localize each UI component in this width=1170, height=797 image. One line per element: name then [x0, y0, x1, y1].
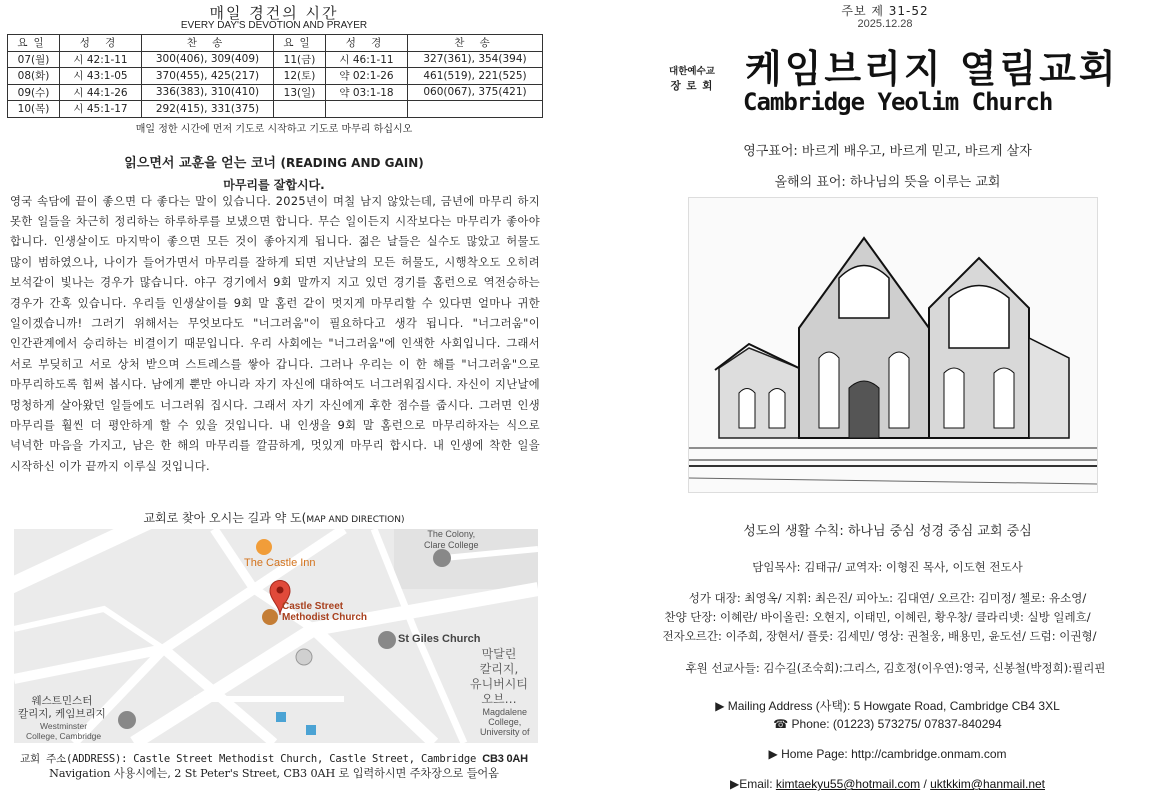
- schedule-cell-day: [274, 101, 326, 118]
- email-separator: /: [920, 777, 931, 791]
- header-hymn: 찬 송: [408, 35, 543, 52]
- schedule-cell-bible: 시 42:1-11: [60, 51, 142, 68]
- email-prefix: ▶Email:: [729, 777, 776, 791]
- map-label-magdalene-ko: 막달린 칼리지, 유니버시티 오브…: [470, 646, 528, 706]
- header-bible: 성 경: [60, 35, 142, 52]
- devotion-schedule-table: [7, 34, 543, 118]
- phone-line: ☎ Phone: (01223) 573275/ 07837-840294: [773, 717, 1002, 731]
- homepage-line[interactable]: ▶ Home Page: http://cambridge.onmam.com: [768, 747, 1007, 761]
- denomination-seal: [662, 64, 722, 94]
- schedule-cell-day: 12(토): [274, 68, 326, 85]
- schedule-cell-bible: 시 46:1-11: [326, 51, 408, 68]
- address-postcode: CB3 0AH: [482, 752, 528, 765]
- schedule-cell-bible: [326, 101, 408, 118]
- electric-organ-line: 전자오르간: 이주희, 장현서/ 플룻: 김세민/ 영상: 권철웅, 배용민, 윤도선/ 드럼: 이권형/: [662, 629, 1097, 643]
- schedule-cell-hymn: 060(067), 375(421): [408, 84, 543, 101]
- choir-line: 성가 대장: 최영옥/ 지휘: 최은진/ 피아노: 김대연/ 오르간: 김미정/ 첼로: 유소영/: [688, 591, 1087, 605]
- map-label-castle-inn: The Castle Inn: [244, 556, 316, 569]
- missionaries-line: 후원 선교사들: 김수길(조숙희):그리스, 김호정(이우연):영국, 신봉철(박정희):필리핀: [685, 661, 1106, 675]
- map-title: [0, 509, 548, 525]
- map-title-ko: 교회로 찾아 오시는 길과 약 도(: [143, 510, 307, 525]
- schedule-row: [8, 68, 543, 85]
- bulletin-issue: 주보 제 31-52: [841, 4, 929, 18]
- address-text: 교회 주소(ADDRESS): Castle Street Methodist Church, Castle Street, Cambridge: [20, 752, 483, 765]
- map-label-castle-street-church: Castle Street Methodist Church: [282, 600, 367, 623]
- schedule-note: 매일 정한 시간에 먼저 기도로 시작하고 기도로 마무리 하십시오: [135, 123, 413, 135]
- schedule-cell-hymn: 327(361), 354(394): [408, 51, 543, 68]
- map-title-en: MAP AND DIRECTION): [306, 514, 405, 525]
- map-label-westminster-ko: 웨스트민스터 칼리지, 케임브리지: [18, 694, 106, 720]
- schedule-cell-day: 08(화): [8, 68, 60, 85]
- schedule-row: [8, 51, 543, 68]
- schedule-cell-hymn: 461(519), 221(525): [408, 68, 543, 85]
- email-link-2[interactable]: uktkkim@hanmail.net: [930, 777, 1046, 791]
- schedule-cell-bible: 약 02:1-26: [326, 68, 408, 85]
- email-line: [600, 777, 1170, 791]
- schedule-cell-bible: 시 44:1-26: [60, 84, 142, 101]
- schedule-cell-hymn: 336(383), 310(410): [142, 84, 274, 101]
- devotion-title: 매일 경건의 시간: [209, 4, 339, 22]
- header-day: 요일: [274, 35, 326, 52]
- map-label-westminster-en: Westminster College, Cambridge: [26, 720, 102, 741]
- church-building-image: [688, 197, 1098, 493]
- schedule-cell-bible: 시 45:1-17: [60, 101, 142, 118]
- reading-subtitle: 마무리를 잘합시다.: [223, 177, 325, 192]
- church-sketch: [689, 198, 1097, 492]
- bulletin-date: 2025.12.28: [857, 18, 913, 30]
- year-motto: 올해의 표어: 하나님의 뜻을 이루는 교회: [774, 175, 1001, 190]
- reading-body: 영국 속담에 끝이 좋으면 다 좋다는 말이 있습니다. 2025년이 며칠 남지 않았는데, 금년에 마무리 하지 못한 일들을 차근히 정리하는 하루하루를 보냈으면 합니다. 무슨 일이든지 시작보다는 마무리가 좋아야 합니다. 인생살이도 마지막이 좋으면 모든 것이 좋아지게 됩니다. 젊은 날들은 실수도 많았고 허물도 많이 범하였으나, 나이가 들어가면서 마무리를 잘하게 되면 지난날의 모든 허물도, 시행착오도 오히려 보석같이 빛나는 경우가 많습니다. 야구 경기에서 9회 말까지 지고 있던 경기를 홈런으로 역전승하는 경우가 간혹 있습니다. 우리들 인생살이를 9회 말 홈런 같이 멋지게 마무리할 수 있다면 얼마나 귀한 일이겠습니까! 그러기 위해서는 무엇보다도 "너그러움"이 필요하다고 생각 됩니다. "너그러움"이 인간관계에서 승리하는 비결이기 때문입니다. 우리 사회에는 "너그러움"에 인색한 사회입니다. 그래서 서로 부딪히고 서로 상처 받으며 스트레스를 쌓아 갑니다. 그러나 우리는 이 한 해를 "너그러움"으로 마무리하도록 힘써 봅시다. 남에게 뿐만 아니라 자기 자신에 대하여도 너그러워집시다. 자신이 지난날에 멍청하게 살아왔던 일들에도 너그러워 집시다. 그래서 자기 자신에게 후한 점수를 줍시다. 그러면 인생 마무리를 훨씬 더 평안하게 할 수 있을 것입니다. 내 인생을 9회 말 홈런으로 마무리하자는 식으로 넉넉한 마음을 가지고, 남은 한 해의 마무리를 깔끔하게, 멋있게 마무리 합시다. 내 인생에 착한 일을 시작하신 이가 끝까지 이루실 것입니다.: [10, 194, 540, 473]
- schedule-cell-hymn: 370(455), 425(217): [142, 68, 274, 85]
- schedule-row: [8, 84, 543, 101]
- permanent-motto: 영구표어: 바르게 배우고, 바르게 믿고, 바르게 살자: [743, 144, 1032, 159]
- reading-title-ko: 읽으면서 교훈을 얻는 코너: [124, 155, 281, 171]
- map-label-magdalene-en: Magdalene College, University of: [480, 706, 530, 737]
- schedule-cell-bible: 약 03:1-18: [326, 84, 408, 101]
- schedule-cell-day: 10(목): [8, 101, 60, 118]
- header-day: 요일: [8, 35, 60, 52]
- schedule-header-row: [8, 35, 543, 52]
- email-link-1[interactable]: kimtaekyu55@hotmail.com: [775, 777, 921, 791]
- church-address: [0, 751, 548, 765]
- header-hymn: 찬 송: [142, 35, 274, 52]
- mailing-address: ▶ Mailing Address (사택): 5 Howgate Road, Cambridge CB4 3XL: [715, 699, 1060, 713]
- schedule-cell-day: 07(월): [8, 51, 60, 68]
- seal-line-2: 장 로 회: [670, 80, 714, 92]
- left-page: [0, 0, 548, 797]
- schedule-row: [8, 101, 543, 118]
- reading-corner-title: [0, 152, 548, 170]
- reading-title-en: (READING AND GAIN): [280, 155, 424, 170]
- right-page: [600, 0, 1170, 797]
- schedule-cell-day: 09(수): [8, 84, 60, 101]
- schedule-cell-day: 11(금): [274, 51, 326, 68]
- schedule-cell-hymn: 300(406), 309(409): [142, 51, 274, 68]
- map-label-st-giles: St Giles Church: [398, 632, 481, 645]
- location-map[interactable]: [14, 529, 538, 743]
- header-bible: 성 경: [326, 35, 408, 52]
- seal-line-1: 대한예수교: [669, 66, 715, 77]
- map-label-colony: The Colony, Clare College: [424, 528, 479, 550]
- schedule-cell-hymn: [408, 101, 543, 118]
- schedule-cell-bible: 시 43:1-05: [60, 68, 142, 85]
- pastors-line: 담임목사: 김태규/ 교역자: 이형진 목사, 이도현 전도사: [752, 560, 1023, 574]
- schedule-cell-hymn: 292(415), 331(375): [142, 101, 274, 118]
- navigation-note: Navigation 사용시에는, 2 St Peter's Street, CB3 0AH 로 입력하시면 주차장으로 들어옴: [49, 766, 499, 780]
- church-name-korean: 케임브리지 열림교회: [745, 47, 1119, 91]
- life-rule: 성도의 생활 수칙: 하나님 중심 성경 중심 교회 중심: [743, 524, 1032, 539]
- church-name-english: Cambridge Yeolim Church: [743, 88, 1053, 116]
- devotion-subtitle: EVERY DAY'S DEVOTION AND PRAYER: [180, 20, 368, 31]
- praise-team-line: 찬양 단장: 이혜란/ 바이올린: 오현지, 이태민, 이혜린, 황우창/ 클라리넷: 실방 일레흐/: [664, 610, 1091, 624]
- schedule-cell-day: 13(일): [274, 84, 326, 101]
